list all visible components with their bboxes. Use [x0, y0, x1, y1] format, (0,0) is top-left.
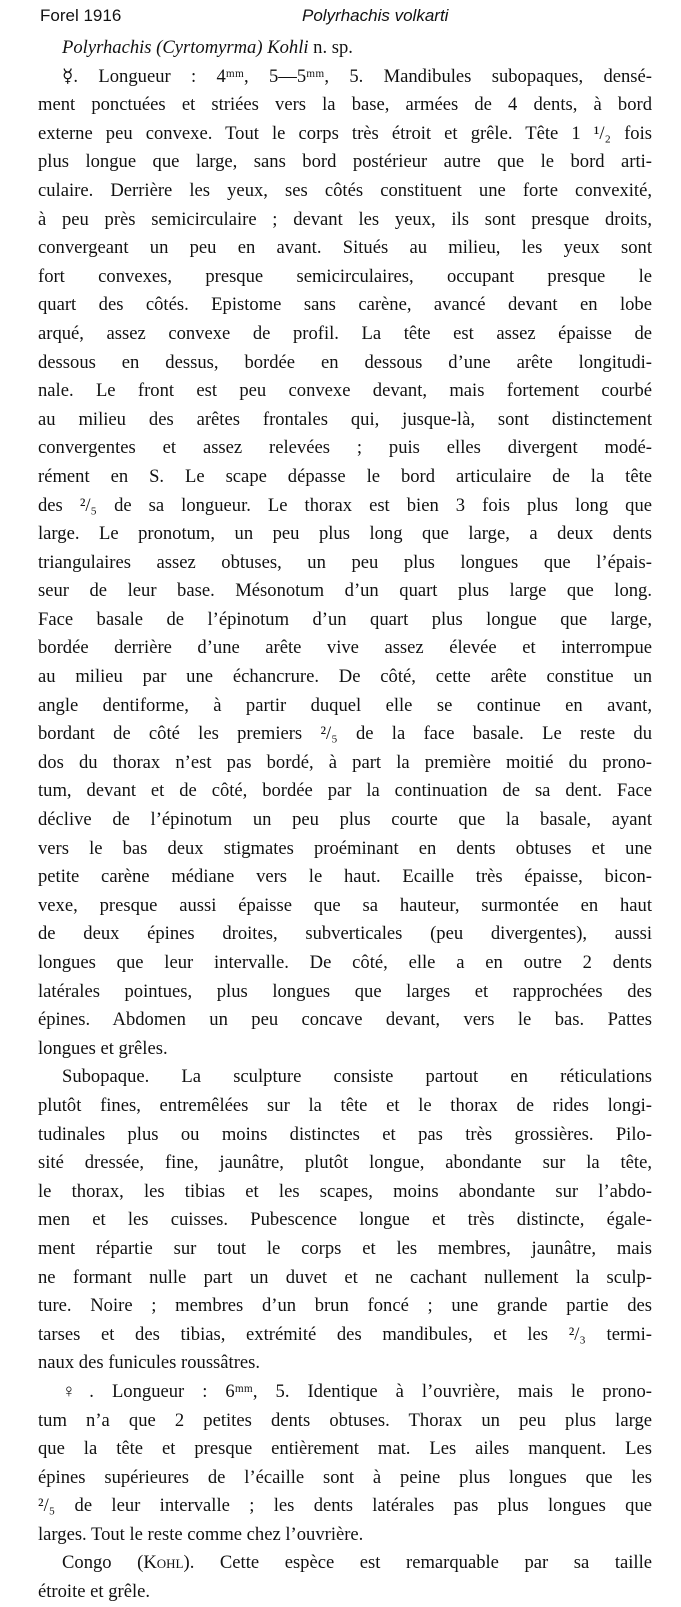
female-description-line: épines supérieures de l’écaille sont à peine plus longues que les: [38, 1466, 652, 1488]
worker-description-line: quart des côtés. Epistome sans carène, avancé devant en lobe: [38, 294, 652, 316]
sculpture-description-line: tudinales plus ou moins distinctes et pas très grossières. Pilo-: [38, 1123, 652, 1145]
worker-description-line: externe peu convexe. Tout le corps très étroit et grêle. Tête 1 ¹/₂ fois: [38, 122, 652, 144]
female-description-paragraph: [38, 1378, 652, 1550]
header-author-year: Forel 1916: [40, 6, 122, 25]
sculpture-description-line: sité dressée, fine, jaunâtre, plutôt longue, abondante sur la tête,: [38, 1152, 652, 1174]
worker-description-line: à peu près semicirculaire ; devant les yeux, ils sont presque droits,: [38, 208, 652, 230]
female-description-line: ²/₅ de leur intervalle ; les dents latérales pas plus longues que: [38, 1495, 652, 1517]
header-species-name: Polyrhachis volkarti: [302, 6, 449, 25]
worker-description-line: convergentes et assez relevées ; puis elles divergent modé-: [38, 437, 652, 459]
species-title-name: Polyrhachis (Cyrtomyrma) Kohli: [62, 37, 309, 58]
worker-description-line: au milieu par une échancrure. De côté, cette arête constitue un: [38, 666, 652, 688]
worker-description-line: rément en S. Le scape dépasse le bord articulaire de la tête: [38, 465, 652, 487]
locality-line-1: [38, 1549, 652, 1578]
worker-description-line: longues et grêles.: [38, 1037, 168, 1059]
worker-description-line: bordant de côté les premiers ²/₅ de la face basale. Le reste du: [38, 723, 652, 745]
worker-description-line: déclive de l’épinotum un peu plus courte que la basale, ayant: [38, 809, 652, 831]
worker-description-line: au milieu des arêtes frontales qui, jusque-là, sont distinctement: [38, 408, 652, 430]
page-header: [40, 6, 640, 30]
worker-description-line: nale. Le front est peu convexe devant, mais fortement courbé: [38, 380, 652, 402]
worker-description-line: arqué, assez convexe de profil. La tête est assez épaisse de: [38, 322, 652, 344]
worker-description-line: dessous en dessus, bordée en dessous d’une arête longitudi-: [38, 351, 652, 373]
description-text: [38, 34, 652, 1607]
worker-description-line: vers le bas deux stigmates proéminant en dents obtuses et une: [38, 837, 652, 859]
sculpture-paragraph: [38, 1063, 652, 1378]
sculpture-description-line: ment répartie sur tout le corps et les membres, jaunâtre, mais: [38, 1237, 652, 1259]
worker-description-line: vexe, presque aussi épaisse que sa hauteur, surmontée en haut: [38, 894, 652, 916]
worker-description-line: plus longue que large, sans bord postérieur autre que le bord arti-: [38, 151, 652, 173]
worker-description-line: convergeant un peu en avant. Situés au milieu, les yeux sont: [38, 237, 652, 259]
locality-collector: Kohl: [143, 1552, 184, 1574]
species-title-suffix: n. sp.: [308, 37, 353, 58]
worker-description-line: épines. Abdomen un peu concave devant, vers le bas. Pattes: [38, 1009, 652, 1031]
sculpture-description-line: ne formant nulle part un duvet et ne cachant nullement la sculp-: [38, 1266, 652, 1288]
sculpture-description-line: naux des funicules roussâtres.: [38, 1352, 261, 1374]
worker-description-line: de deux épines droites, subverticales (peu divergentes), aussi: [38, 923, 652, 945]
worker-description-paragraph: [38, 63, 652, 1064]
worker-description-line: latérales pointues, plus longues que larges et rapprochées des: [38, 980, 652, 1002]
worker-description-line: large. Le pronotum, un peu plus long que large, a deux dents: [38, 523, 652, 545]
species-title: [38, 34, 652, 63]
female-description-line: tum n’a que 2 petites dents obtuses. Thorax un peu plus large: [38, 1409, 652, 1431]
sculpture-description-line: men et les cuisses. Pubescence longue et très distincte, égale-: [38, 1209, 652, 1231]
locality-place: Congo (: [62, 1552, 144, 1574]
worker-description-line: Face basale de l’épinotum d’un quart plus longue que large,: [38, 608, 652, 630]
worker-description-line: fort convexes, presque semicirculaires, occupant presque le: [38, 265, 652, 287]
worker-description-line: ☿. Longueur : 4ᵐᵐ, 5—5ᵐᵐ, 5. Mandibules subopaques, densé-: [62, 65, 652, 87]
worker-description-line: culaire. Derrière les yeux, ses côtés constituent une forte convexité,: [38, 179, 652, 201]
worker-description-line: tum, devant et de côté, bordée par la continuation de sa dent. Face: [38, 780, 652, 802]
sculpture-description-line: Subopaque. La sculpture consiste partout en réticulations: [62, 1066, 652, 1088]
locality-line-2: étroite et grêle.: [38, 1581, 151, 1603]
worker-description-line: longues que leur intervalle. De côté, elle a en outre 2 dents: [38, 952, 652, 973]
worker-description-line: des ²/₅ de sa longueur. Le thorax est bien 3 fois plus long que: [38, 494, 652, 516]
female-description-line: larges. Tout le reste comme chez l’ouvrière.: [38, 1523, 364, 1545]
sculpture-description-line: plutôt fines, entremêlées sur la tête et le thorax de rides longi-: [38, 1094, 652, 1116]
locality-remark: ). Cette espèce est remarquable par sa taille: [183, 1552, 652, 1574]
sculpture-description-line: le thorax, les tibias et les scapes, moins abondante sur l’abdo-: [38, 1180, 652, 1202]
worker-description-line: ment ponctuées et striées vers la base, armées de 4 dents, à bord: [38, 94, 652, 116]
female-description-line: ♀. Longueur : 6ᵐᵐ, 5. Identique à l’ouvrière, mais le prono-: [62, 1380, 652, 1402]
worker-description-line: dos du thorax n’est pas bordé, à part la première moitié du prono-: [38, 751, 652, 773]
worker-description-line: angle dentiforme, à partir duquel elle se continue en avant,: [38, 694, 652, 716]
worker-description-line: bordée derrière d’une arête vive assez élevée et interrompue: [38, 637, 652, 659]
worker-description-line: seur de leur base. Mésonotum d’un quart plus large que long.: [38, 580, 652, 602]
sculpture-description-line: ture. Noire ; membres d’un brun foncé ; une grande partie des: [38, 1295, 652, 1317]
female-description-line: que la tête et presque entièrement mat. Les ailes manquent. Les: [38, 1438, 652, 1460]
worker-description-line: triangulaires assez obtuses, un peu plus longues que l’épais-: [38, 551, 652, 573]
worker-description-line: petite carène médiane vers le haut. Ecaille très épaisse, bicon-: [38, 866, 652, 888]
sculpture-description-line: tarses et des tibias, extrémité des mandibules, et les ²/₃ termi-: [38, 1323, 652, 1345]
